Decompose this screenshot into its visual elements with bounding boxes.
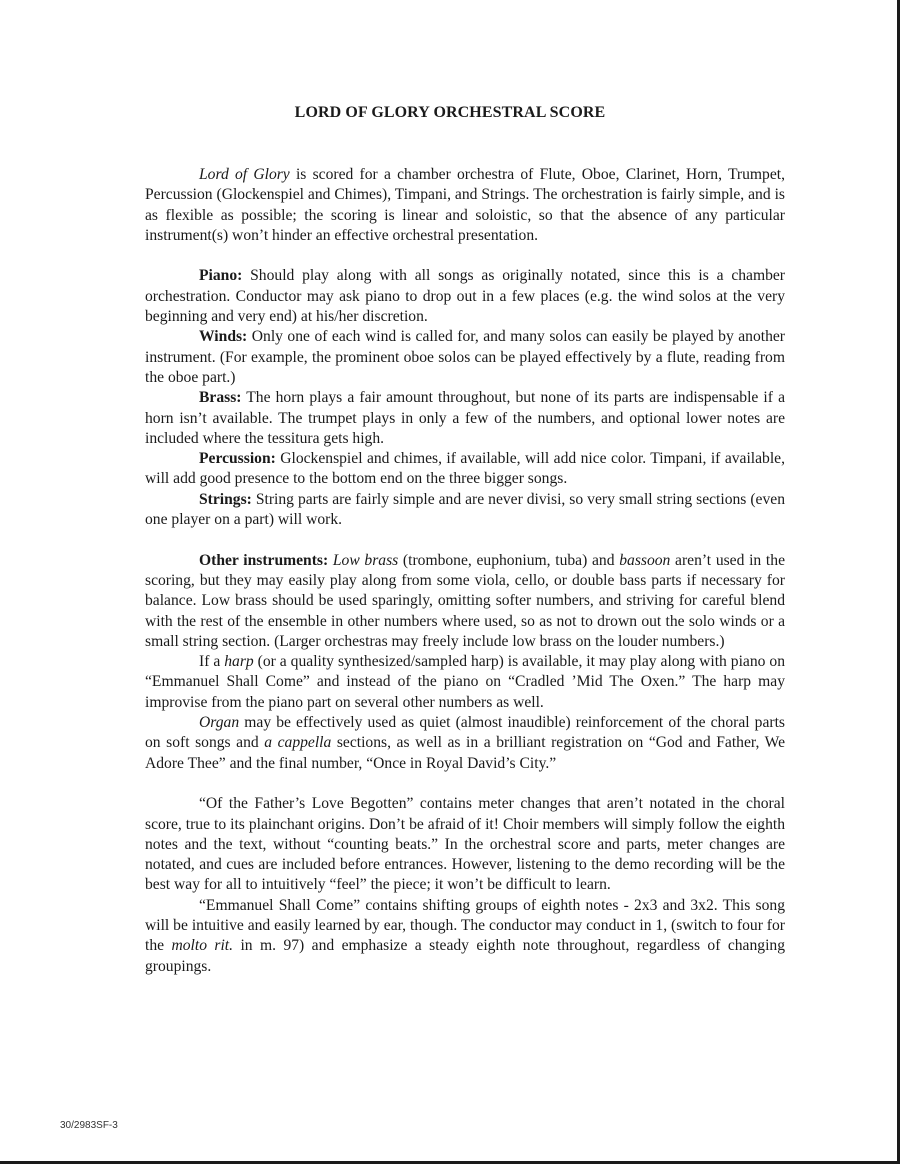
molto-rit-term: molto rit. (171, 937, 234, 955)
strings-paragraph (145, 490, 785, 531)
a-cappella-term: a cappella (264, 734, 332, 752)
organ-text-1: may be effectively used as quiet (almost inaudible) reinforcement of the choral parts on soft songs and (145, 714, 785, 752)
winds-label: Winds: (199, 328, 248, 346)
percussion-label: Percussion: (199, 450, 276, 468)
harp-term: harp (224, 653, 254, 671)
fathers-love-paragraph: “Of the Father’s Love Begotten” contains meter changes that aren’t notated in the choral score, true to its plainchant origins. Don’t be afraid of it! Choir members will simply follow the eighth notes and the text, without “counting beats.” In the orchestral score and parts, meter changes are notated, and cues are included before entrances. However, listening to the demo recording will be the best way for all to intuitively “feel” the piece; it won’t be difficult to learn. (145, 795, 785, 894)
percussion-paragraph (145, 449, 785, 490)
other-text-2: aren’t used in the scoring, but they may easily play along from some viola, cello, or double bass parts if necessary for balance. Low brass should be used sparingly, omitting softer numbers, and striving for careful blend with the rest of the ensemble in other numbers where used, so as not to drown out the solo winds or a small string section. (Larger orchestras may freely include low brass on the louder numbers.) (145, 551, 785, 650)
organ-term: Organ (199, 714, 240, 732)
organ-text-2: sections, as well as in a brilliant registration on “God and Father, We Adore Thee” and the final number, “Once in Royal David’s City.” (145, 734, 786, 772)
brass-label: Brass: (199, 389, 242, 407)
emmanuel-paragraph (145, 896, 785, 977)
piano-label: Piano: (199, 267, 243, 285)
intro-text: is scored for a chamber orchestra of Flute, Oboe, Clarinet, Horn, Trumpet, Percussion (Glockenspiel and Chimes), Timpani, and Strings. The orchestration is fairly simple, and is as flexible as possible; the scoring is linear and soloistic, so that the absence of any particular instrument(s) won’t hinder an effective orchestral presentation. (145, 166, 786, 244)
brass-text: The horn plays a fair amount throughout, but none of its parts are indispensable if a horn isn’t available. The trumpet plays in only a few of the numbers, and optional lower notes are included where the tessitura gets high. (145, 389, 785, 447)
low-brass-term: Low brass (332, 551, 399, 569)
intro-paragraph (145, 165, 785, 246)
work-title: Lord of Glory (199, 166, 290, 183)
organ-paragraph (145, 713, 785, 774)
other-instruments-label: Other instruments: (199, 551, 329, 569)
other-instruments-paragraph (145, 551, 785, 652)
piano-text: Should play along with all songs as originally notated, since this is a chamber orchestration. Conductor may ask piano to drop out in a few places (e.g. the wind solos at the very beginning and very end) at his/her discretion. (145, 267, 785, 326)
strings-text: String parts are fairly simple and are never divisi, so very small string sections (even one player on a part) will work. (145, 490, 785, 529)
emmanuel-text-2: in m. 97) and emphasize a steady eighth note throughout, regardless of changing groupings. (145, 937, 785, 975)
strings-label: Strings: (199, 490, 252, 508)
emmanuel-text-1: “Emmanuel Shall Come” contains shifting groups of eighth notes - 2x3 and 3x2. This song will be intuitive and easily learned by ear, though. The conductor may conduct in 1, (switch to four for the (145, 896, 785, 955)
harp-paragraph (145, 652, 785, 713)
other-text-1: (trombone, euphonium, tuba) and (398, 551, 620, 569)
harp-before: If a (199, 653, 225, 671)
harp-after: (or a quality synthesized/sampled harp) is available, it may play along with piano on “Emmanuel Shall Come” and instead of the piano on “Cradled ’Mid The Oxen.” The harp may improvise from the piano part on several other numbers as well. (145, 653, 785, 711)
bassoon-term: bassoon (619, 551, 671, 569)
footer-code: 30/2983SF-3 (60, 1120, 118, 1131)
page-title: LORD OF GLORY ORCHESTRAL SCORE (294, 104, 606, 121)
winds-text: Only one of each wind is called for, and many solos can easily be played by another instrument. (For example, the prominent oboe solos can be played effectively by a flute, reading from the oboe part.) (145, 328, 785, 386)
percussion-text: Glockenspiel and chimes, if available, will add nice color. Timpani, if available, will add good presence to the bottom end on the three bigger songs. (145, 450, 785, 488)
winds-paragraph (145, 327, 785, 388)
brass-paragraph (145, 388, 785, 449)
body-text (145, 165, 785, 977)
piano-paragraph (145, 266, 785, 327)
